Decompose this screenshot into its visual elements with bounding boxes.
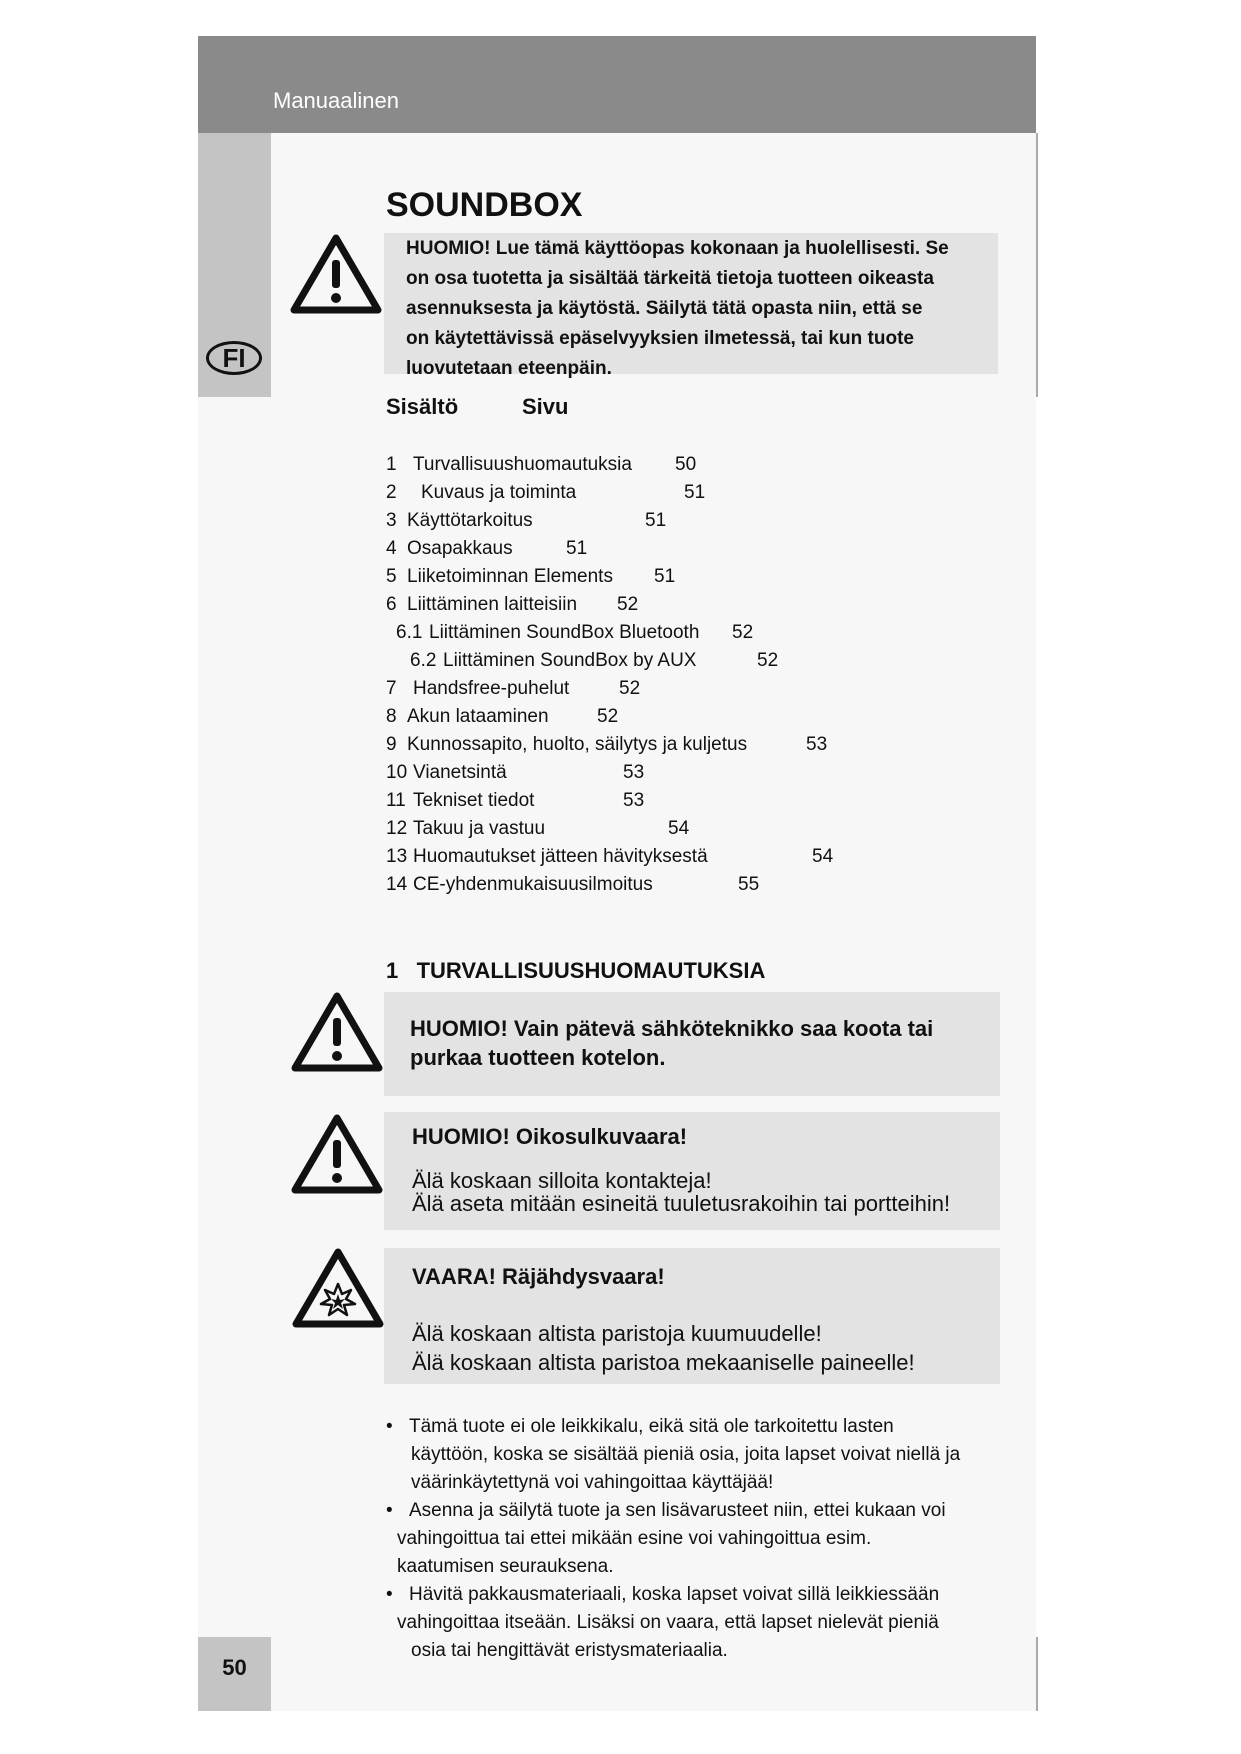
bullet-text: Tämä tuote ei ole leikkikalu, eikä sitä ole tarkoitettu lasten <box>409 1416 894 1437</box>
toc-entry-title: Akun lataaminen <box>407 706 549 727</box>
warning-triangle-icon <box>291 1114 383 1194</box>
warning-text: Älä koskaan altista paristoja kuumuudelle! <box>412 1321 822 1346</box>
bullet-text: väärinkäytettynä voi vahingoittaa käyttäjää! <box>411 1472 774 1493</box>
toc-entry-page: 52 <box>619 678 641 699</box>
intro-warning-box <box>384 233 998 379</box>
toc-entry-title: Tekniset tiedot <box>413 790 535 811</box>
language-badge: FI <box>206 341 262 375</box>
toc-entry-page: 51 <box>684 482 706 503</box>
warning-title: HUOMIO! Oikosulkuvaara! <box>412 1124 688 1149</box>
bullet-marker: • <box>386 1500 393 1521</box>
header-bar <box>198 36 1036 133</box>
warning-title: purkaa tuotteen kotelon. <box>410 1045 666 1070</box>
toc-entry-page: 53 <box>623 762 645 783</box>
warning-triangle-icon <box>291 992 383 1072</box>
section-number: 1 <box>386 958 399 983</box>
toc-entry-page: 52 <box>597 706 619 727</box>
toc-entry-page: 53 <box>806 734 828 755</box>
toc-entry-title: Liittäminen SoundBox Bluetooth <box>429 622 700 643</box>
toc-entry-number: 10 <box>386 762 408 783</box>
intro-warning-line: HUOMIO! Lue tämä käyttöopas kokonaan ja huolellisesti. Se <box>406 238 949 259</box>
warning-text: Älä aseta mitään esineitä tuuletusrakoihin tai portteihin! <box>412 1191 951 1216</box>
toc-entry-title: Liittäminen SoundBox by AUX <box>443 650 697 671</box>
toc-entry-title: Takuu ja vastuu <box>413 818 546 839</box>
section-heading <box>386 958 765 984</box>
toc-entry-number: 6.1 <box>396 622 423 643</box>
bullet-text: vahingoittaa itseään. Lisäksi on vaara, että lapset nielevät pieniä <box>397 1612 939 1633</box>
right-margin-line <box>1036 1637 1038 1711</box>
warning-box <box>384 992 1000 1096</box>
toc-entry-title: Liittäminen laitteisiin <box>407 594 578 615</box>
toc-entry-title: Vianetsintä <box>413 762 507 783</box>
toc-entry-page: 52 <box>757 650 779 671</box>
warning-title: VAARA! Räjähdysvaara! <box>412 1264 665 1289</box>
document-title: SOUNDBOX <box>386 186 583 224</box>
toc-entry-number: 6.2 <box>410 650 437 671</box>
bullet-marker: • <box>386 1584 393 1605</box>
bullet-text: käyttöön, koska se sisältää pieniä osia, joita lapset voivat niellä ja <box>411 1444 961 1465</box>
bullet-text: kaatumisen seurauksena. <box>397 1556 614 1577</box>
explosion-hazard-icon <box>292 1248 384 1328</box>
intro-warning-line: on osa tuotetta ja sisältää tärkeitä tietoja tuotteen oikeasta <box>406 268 934 289</box>
toc-entry-number: 3 <box>386 510 397 531</box>
toc-entry-page: 50 <box>675 454 697 475</box>
bullet-text: Asenna ja säilytä tuote ja sen lisävarusteet niin, ettei kukaan voi <box>409 1500 946 1521</box>
right-margin-line <box>1036 133 1038 397</box>
toc-entry-title: Kunnossapito, huolto, säilytys ja kuljetus <box>407 734 748 755</box>
page-number: 50 <box>222 1655 247 1680</box>
toc-entry-title: Kuvaus ja toiminta <box>421 482 577 503</box>
warning-title: HUOMIO! Vain pätevä sähköteknikko saa koota tai <box>410 1016 934 1041</box>
bullet-marker: • <box>386 1416 393 1437</box>
toc-entry-title: Liiketoiminnan Elements <box>407 566 613 587</box>
toc-entry-page: 51 <box>566 538 588 559</box>
toc-entry-page: 52 <box>732 622 754 643</box>
toc-entry-title: Osapakkaus <box>407 538 513 559</box>
intro-warning-line: on käytettävissä epäselvyyksien ilmetessä, tai kun tuote <box>406 328 914 349</box>
toc-entry-page: 51 <box>654 566 676 587</box>
toc-entry-number: 1 <box>386 454 397 475</box>
toc-entry-title: Käyttötarkoitus <box>407 510 533 531</box>
toc-entry-title: Handsfree-puhelut <box>413 678 570 699</box>
toc-entry-page: 53 <box>623 790 645 811</box>
section-title: TURVALLISUUSHUOMAUTUKSIA <box>416 958 766 983</box>
toc-entry-number: 4 <box>386 538 397 559</box>
warning-text: Älä koskaan altista paristoa mekaaniselle paineelle! <box>412 1350 915 1375</box>
toc-entry-number: 8 <box>386 706 397 727</box>
toc-entry-number: 14 <box>386 874 408 895</box>
toc-entry-title: Huomautukset jätteen hävityksestä <box>413 846 708 867</box>
toc-entry-number: 11 <box>386 790 406 811</box>
toc-page-heading: Sivu <box>522 394 569 419</box>
toc-entry-number: 2 <box>386 482 397 503</box>
toc-entry-page: 52 <box>617 594 639 615</box>
toc-entry-title: CE-yhdenmukaisuusilmoitus <box>413 874 653 895</box>
toc-entry-title: Turvallisuushuomautuksia <box>413 454 632 475</box>
toc-entry-number: 9 <box>386 734 397 755</box>
toc-entry-page: 54 <box>812 846 834 867</box>
toc-entry-number: 5 <box>386 566 397 587</box>
toc-content-heading: Sisältö <box>386 394 459 419</box>
intro-warning-line: luovutetaan eteenpäin. <box>406 358 612 379</box>
toc-entry-page: 55 <box>738 874 760 895</box>
warning-text: Älä koskaan silloita kontakteja! <box>412 1168 712 1193</box>
toc-entry-number: 13 <box>386 846 408 867</box>
bullet-text: vahingoittua tai ettei mikään esine voi vahingoittua esim. <box>397 1528 872 1549</box>
header-title: Manuaalinen <box>273 88 399 113</box>
warning-triangle-icon <box>290 234 382 314</box>
bullet-text: Hävitä pakkausmateriaali, koska lapset voivat sillä leikkiessään <box>409 1584 940 1605</box>
intro-warning-line: asennuksesta ja käytöstä. Säilytä tätä opasta niin, että se <box>406 298 923 319</box>
toc-entry-number: 12 <box>386 818 408 839</box>
toc-entry-page: 54 <box>668 818 690 839</box>
toc-entry-number: 6 <box>386 594 397 615</box>
toc-entry-number: 7 <box>386 678 397 699</box>
toc-entry-page: 51 <box>645 510 667 531</box>
bullet-text: osia tai hengittävät eristysmateriaalia. <box>411 1640 728 1661</box>
